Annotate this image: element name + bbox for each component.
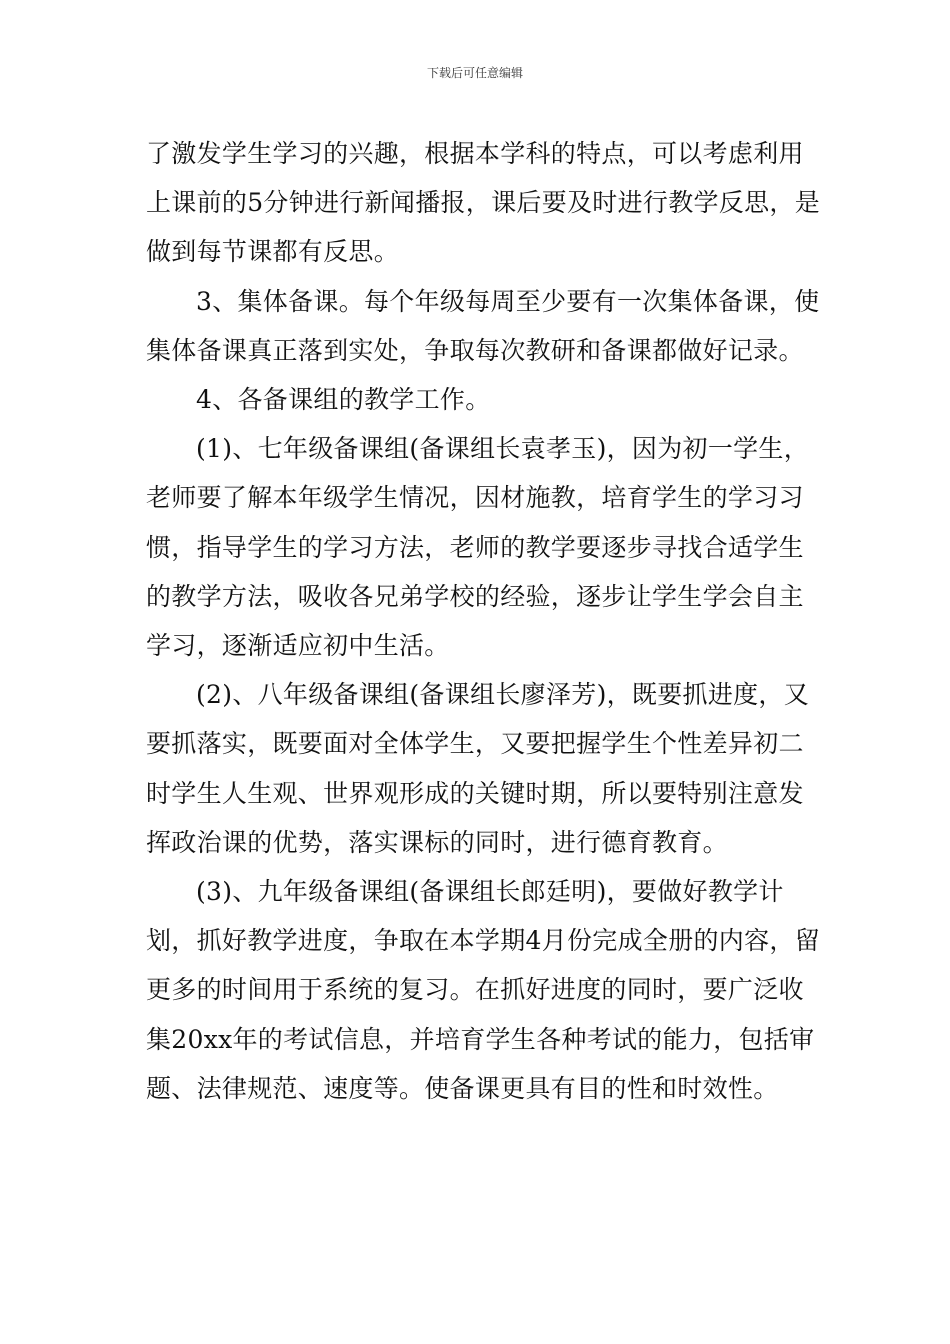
paragraph-collective-lesson-prep: 3、集体备课。每个年级每周至少要有一次集体备课，使集体备课真正落到实处，争取每次教研和备课都做好记录。 [146, 286, 820, 365]
paragraph-grade-eight: (2)、八年级备课组(备课组长廖泽芳)，既要抓进度，又要抓落实，既要面对全体学生，又要把握学生个性差异初二时学生人生观、世界观形成的关键时期，所以要特别注意发挥政治课的优势，落实课标的同时，进行德育教育。 [146, 680, 810, 857]
paragraph-grade-seven: (1)、七年级备课组(备课组长袁孝玉)，因为初一学生，老师要了解本年级学生情况，因材施教，培育学生的学习习惯，指导学生的学习方法，老师的教学要逐步寻找合适学生的教学方法，吸收各兄弟学校的经验，逐步让学生学会自主学习，逐渐适应初中生活。 [146, 434, 810, 661]
paragraph-section-heading: 4、各备课组的教学工作。 [196, 385, 491, 415]
paragraph-grade-nine: (3)、九年级备课组(备课组长郎廷明)，要做好教学计划，抓好教学进度，争取在本学期4月份完成全册的内容，留更多的时间用于系统的复习。在抓好进度的同时，要广泛收集20xx年的考试信息，并培育学生各种考试的能力，包括审题、法律规范、速度等。使备课更具有目的性和时效性。 [146, 877, 821, 1103]
page-header: 下载后可任意编辑 [426, 66, 523, 80]
document-body [146, 129, 826, 1113]
paragraph-continuation: 了激发学生学习的兴趣，根据本学科的特点，可以考虑利用上课前的5分钟进行新闻播报，课后要及时进行教学反思，是做到每节课都有反思。 [146, 139, 821, 267]
